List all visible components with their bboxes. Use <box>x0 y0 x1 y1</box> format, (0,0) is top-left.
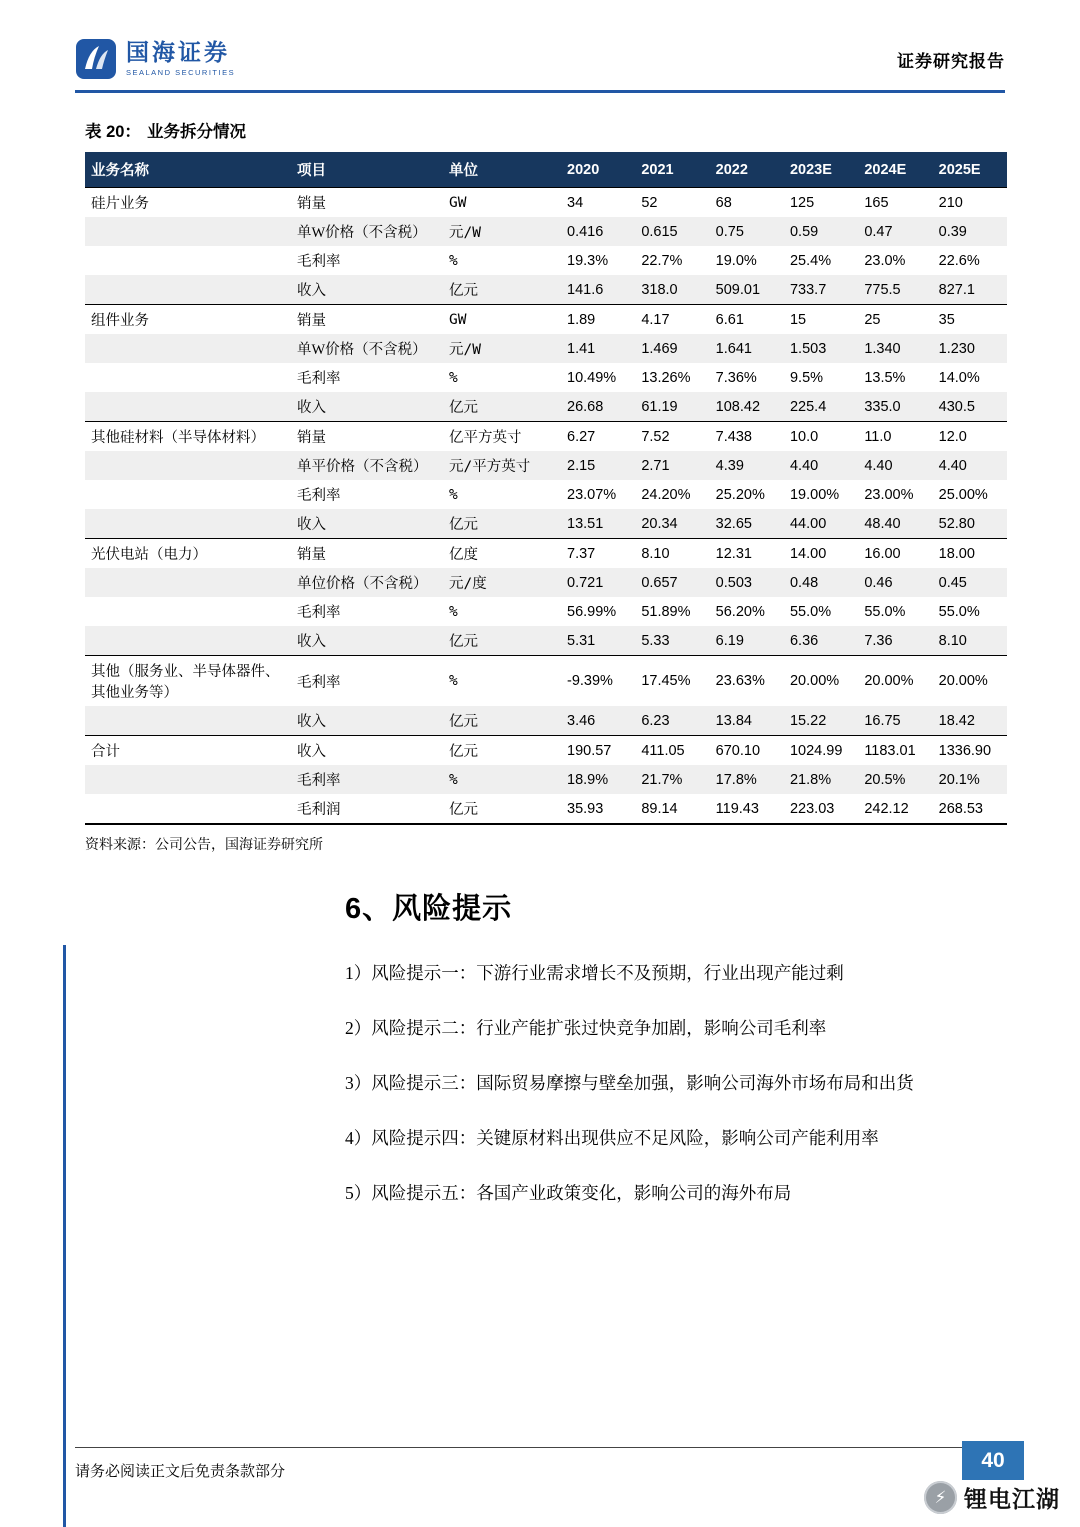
business-name-cell <box>85 626 291 656</box>
value-cell: 4.40 <box>858 451 932 480</box>
unit-cell: % <box>443 246 561 275</box>
value-cell: 13.5% <box>858 363 932 392</box>
value-cell: 35.93 <box>561 794 635 824</box>
column-header: 2025E <box>933 152 1007 188</box>
value-cell: 35 <box>933 305 1007 335</box>
table-row <box>85 363 1007 392</box>
table-row <box>85 794 1007 824</box>
value-cell: 25.20% <box>710 480 784 509</box>
value-cell: 2.15 <box>561 451 635 480</box>
item-name-cell: 销量 <box>291 305 443 335</box>
business-name-cell <box>85 597 291 626</box>
item-name-cell: 单W价格（不含税） <box>291 217 443 246</box>
table-row <box>85 480 1007 509</box>
business-name-cell <box>85 765 291 794</box>
unit-cell: 元/W <box>443 217 561 246</box>
value-cell: 23.07% <box>561 480 635 509</box>
value-cell: 19.00% <box>784 480 858 509</box>
value-cell: 23.63% <box>710 656 784 707</box>
unit-cell: 元/度 <box>443 568 561 597</box>
value-cell: 52.80 <box>933 509 1007 539</box>
value-cell: 20.00% <box>933 656 1007 707</box>
table-row <box>85 275 1007 305</box>
unit-cell: 亿元 <box>443 275 561 305</box>
value-cell: 8.10 <box>635 539 709 569</box>
value-cell: 15 <box>784 305 858 335</box>
column-header: 单位 <box>443 152 561 188</box>
table-number-label: 表 20： <box>85 123 141 141</box>
value-cell: 827.1 <box>933 275 1007 305</box>
value-cell: 0.45 <box>933 568 1007 597</box>
column-header: 2022 <box>710 152 784 188</box>
unit-cell: 亿元 <box>443 509 561 539</box>
value-cell: 55.0% <box>933 597 1007 626</box>
header-divider <box>75 90 1005 93</box>
column-header: 2023E <box>784 152 858 188</box>
business-name-cell: 光伏电站（电力） <box>85 539 291 569</box>
value-cell: 225.4 <box>784 392 858 422</box>
value-cell: 12.31 <box>710 539 784 569</box>
table-head <box>85 152 1007 188</box>
business-name-cell: 合计 <box>85 736 291 766</box>
column-header: 业务名称 <box>85 152 291 188</box>
business-name-cell <box>85 451 291 480</box>
table-row <box>85 392 1007 422</box>
value-cell: 20.5% <box>858 765 932 794</box>
value-cell: 61.19 <box>635 392 709 422</box>
value-cell: 0.721 <box>561 568 635 597</box>
value-cell: 13.26% <box>635 363 709 392</box>
value-cell: 18.42 <box>933 706 1007 736</box>
value-cell: 68 <box>710 188 784 218</box>
item-name-cell: 毛利率 <box>291 246 443 275</box>
value-cell: 775.5 <box>858 275 932 305</box>
table-caption <box>85 118 1007 142</box>
unit-cell: GW <box>443 305 561 335</box>
item-name-cell: 毛利率 <box>291 480 443 509</box>
value-cell: -9.39% <box>561 656 635 707</box>
value-cell: 0.47 <box>858 217 932 246</box>
value-cell: 23.0% <box>858 246 932 275</box>
item-name-cell: 毛利率 <box>291 363 443 392</box>
table-title: 业务拆分情况 <box>146 123 246 141</box>
table-row <box>85 422 1007 452</box>
business-name-cell <box>85 275 291 305</box>
value-cell: 89.14 <box>635 794 709 824</box>
value-cell: 12.0 <box>933 422 1007 452</box>
value-cell: 25 <box>858 305 932 335</box>
value-cell: 210 <box>933 188 1007 218</box>
left-accent-line <box>63 945 66 1527</box>
item-name-cell: 毛利率 <box>291 656 443 707</box>
value-cell: 6.61 <box>710 305 784 335</box>
watermark-logo-icon: ⚡ <box>924 1481 957 1514</box>
value-cell: 55.0% <box>858 597 932 626</box>
value-cell: 190.57 <box>561 736 635 766</box>
value-cell: 2.71 <box>635 451 709 480</box>
value-cell: 1024.99 <box>784 736 858 766</box>
column-header: 2020 <box>561 152 635 188</box>
business-name-cell: 其他硅材料（半导体材料） <box>85 422 291 452</box>
value-cell: 1.89 <box>561 305 635 335</box>
value-cell: 223.03 <box>784 794 858 824</box>
business-name-cell <box>85 509 291 539</box>
value-cell: 34 <box>561 188 635 218</box>
item-name-cell: 单平价格（不含税） <box>291 451 443 480</box>
unit-cell: % <box>443 363 561 392</box>
item-name-cell: 收入 <box>291 706 443 736</box>
value-cell: 7.36% <box>710 363 784 392</box>
unit-cell: 亿元 <box>443 626 561 656</box>
value-cell: 14.00 <box>784 539 858 569</box>
value-cell: 4.40 <box>784 451 858 480</box>
brand-name-cn: 国海证券 <box>126 39 230 65</box>
value-cell: 1.641 <box>710 334 784 363</box>
unit-cell: % <box>443 597 561 626</box>
table-row <box>85 451 1007 480</box>
value-cell: 733.7 <box>784 275 858 305</box>
value-cell: 26.68 <box>561 392 635 422</box>
value-cell: 8.10 <box>933 626 1007 656</box>
unit-cell: 亿元 <box>443 706 561 736</box>
column-header: 项目 <box>291 152 443 188</box>
item-name-cell: 销量 <box>291 422 443 452</box>
value-cell: 25.00% <box>933 480 1007 509</box>
unit-cell: % <box>443 480 561 509</box>
value-cell: 32.65 <box>710 509 784 539</box>
value-cell: 19.0% <box>710 246 784 275</box>
risk-item-5: 5）风险提示五：各国产业政策变化，影响公司的海外布局 <box>345 1183 792 1203</box>
value-cell: 25.4% <box>784 246 858 275</box>
value-cell: 0.46 <box>858 568 932 597</box>
value-cell: 6.36 <box>784 626 858 656</box>
business-name-cell <box>85 706 291 736</box>
value-cell: 318.0 <box>635 275 709 305</box>
value-cell: 430.5 <box>933 392 1007 422</box>
item-name-cell: 单位价格（不含税） <box>291 568 443 597</box>
value-cell: 335.0 <box>858 392 932 422</box>
table-block <box>85 118 1007 854</box>
item-name-cell: 收入 <box>291 509 443 539</box>
value-cell: 4.40 <box>933 451 1007 480</box>
value-cell: 17.45% <box>635 656 709 707</box>
unit-cell: 亿元 <box>443 794 561 824</box>
table-header-row <box>85 152 1007 188</box>
item-name-cell: 收入 <box>291 275 443 305</box>
business-name-cell <box>85 363 291 392</box>
value-cell: 1.41 <box>561 334 635 363</box>
value-cell: 44.00 <box>784 509 858 539</box>
value-cell: 18.9% <box>561 765 635 794</box>
item-name-cell: 收入 <box>291 736 443 766</box>
value-cell: 0.657 <box>635 568 709 597</box>
value-cell: 0.39 <box>933 217 1007 246</box>
value-cell: 22.6% <box>933 246 1007 275</box>
value-cell: 7.52 <box>635 422 709 452</box>
report-type-label: 证券研究报告 <box>897 51 1005 71</box>
business-name-cell: 其他（服务业、半导体器件、其他业务等） <box>85 656 291 707</box>
business-name-cell: 硅片业务 <box>85 188 291 218</box>
unit-cell: 亿元 <box>443 736 561 766</box>
value-cell: 0.59 <box>784 217 858 246</box>
table-row <box>85 334 1007 363</box>
value-cell: 1.340 <box>858 334 932 363</box>
value-cell: 165 <box>858 188 932 218</box>
value-cell: 16.75 <box>858 706 932 736</box>
value-cell: 56.20% <box>710 597 784 626</box>
value-cell: 0.416 <box>561 217 635 246</box>
value-cell: 13.84 <box>710 706 784 736</box>
unit-cell: GW <box>443 188 561 218</box>
value-cell: 20.34 <box>635 509 709 539</box>
table-row <box>85 597 1007 626</box>
value-cell: 18.00 <box>933 539 1007 569</box>
value-cell: 24.20% <box>635 480 709 509</box>
table-source-note: 资料来源：公司公告，国海证券研究所 <box>85 838 323 853</box>
value-cell: 10.49% <box>561 363 635 392</box>
value-cell: 6.23 <box>635 706 709 736</box>
value-cell: 670.10 <box>710 736 784 766</box>
table-row <box>85 568 1007 597</box>
value-cell: 1.503 <box>784 334 858 363</box>
value-cell: 5.31 <box>561 626 635 656</box>
business-name-cell <box>85 392 291 422</box>
unit-cell: % <box>443 765 561 794</box>
value-cell: 22.7% <box>635 246 709 275</box>
value-cell: 10.0 <box>784 422 858 452</box>
business-name-cell <box>85 480 291 509</box>
value-cell: 51.89% <box>635 597 709 626</box>
business-name-cell <box>85 794 291 824</box>
table-row <box>85 706 1007 736</box>
value-cell: 16.00 <box>858 539 932 569</box>
risk-item-2: 2）风险提示二：行业产能扩张过快竞争加剧，影响公司毛利率 <box>345 1018 827 1038</box>
value-cell: 0.615 <box>635 217 709 246</box>
unit-cell: 元/平方英寸 <box>443 451 561 480</box>
column-header: 2021 <box>635 152 709 188</box>
value-cell: 125 <box>784 188 858 218</box>
value-cell: 7.36 <box>858 626 932 656</box>
brand-block <box>75 38 235 80</box>
value-cell: 268.53 <box>933 794 1007 824</box>
value-cell: 52 <box>635 188 709 218</box>
value-cell: 1.469 <box>635 334 709 363</box>
business-name-cell <box>85 334 291 363</box>
value-cell: 411.05 <box>635 736 709 766</box>
risk-item-3: 3）风险提示三：国际贸易摩擦与壁垒加强，影响公司海外市场布局和出货 <box>345 1073 914 1093</box>
table-row <box>85 736 1007 766</box>
item-name-cell: 收入 <box>291 392 443 422</box>
table-row <box>85 509 1007 539</box>
item-name-cell: 销量 <box>291 539 443 569</box>
section-heading-risk: 6、风险提示 <box>345 893 513 925</box>
item-name-cell: 收入 <box>291 626 443 656</box>
value-cell: 19.3% <box>561 246 635 275</box>
value-cell: 13.51 <box>561 509 635 539</box>
value-cell: 0.75 <box>710 217 784 246</box>
value-cell: 1.230 <box>933 334 1007 363</box>
value-cell: 17.8% <box>710 765 784 794</box>
value-cell: 7.438 <box>710 422 784 452</box>
value-cell: 6.19 <box>710 626 784 656</box>
unit-cell: % <box>443 656 561 707</box>
business-name-cell <box>85 217 291 246</box>
footer-divider <box>75 1447 1005 1448</box>
unit-cell: 亿度 <box>443 539 561 569</box>
value-cell: 119.43 <box>710 794 784 824</box>
item-name-cell: 单W价格（不含税） <box>291 334 443 363</box>
business-name-cell <box>85 246 291 275</box>
value-cell: 48.40 <box>858 509 932 539</box>
table-body <box>85 188 1007 825</box>
item-name-cell: 毛利润 <box>291 794 443 824</box>
risk-item-1: 1）风险提示一：下游行业需求增长不及预期，行业出现产能过剩 <box>345 963 844 983</box>
table-row <box>85 539 1007 569</box>
item-name-cell: 毛利率 <box>291 765 443 794</box>
sealand-logo-icon <box>75 38 117 80</box>
value-cell: 6.27 <box>561 422 635 452</box>
value-cell: 15.22 <box>784 706 858 736</box>
table-row <box>85 765 1007 794</box>
table-row <box>85 626 1007 656</box>
value-cell: 4.39 <box>710 451 784 480</box>
value-cell: 141.6 <box>561 275 635 305</box>
table-row <box>85 188 1007 218</box>
risk-list <box>345 962 914 1237</box>
value-cell: 20.00% <box>784 656 858 707</box>
value-cell: 3.46 <box>561 706 635 736</box>
value-cell: 509.01 <box>710 275 784 305</box>
value-cell: 7.37 <box>561 539 635 569</box>
table-row <box>85 217 1007 246</box>
table-row <box>85 305 1007 335</box>
value-cell: 56.99% <box>561 597 635 626</box>
brand-name-en: SEALAND SECURITIES <box>126 68 236 77</box>
item-name-cell: 毛利率 <box>291 597 443 626</box>
watermark-text: 锂电江湖 <box>964 1486 1060 1512</box>
value-cell: 9.5% <box>784 363 858 392</box>
value-cell: 108.42 <box>710 392 784 422</box>
watermark <box>924 1481 1060 1514</box>
value-cell: 23.00% <box>858 480 932 509</box>
value-cell: 21.7% <box>635 765 709 794</box>
footer-disclaimer: 请务必阅读正文后免责条款部分 <box>75 1464 286 1480</box>
value-cell: 21.8% <box>784 765 858 794</box>
value-cell: 20.1% <box>933 765 1007 794</box>
unit-cell: 元/W <box>443 334 561 363</box>
column-header: 2024E <box>858 152 932 188</box>
value-cell: 0.503 <box>710 568 784 597</box>
value-cell: 1336.90 <box>933 736 1007 766</box>
page-header <box>75 32 1005 86</box>
value-cell: 20.00% <box>858 656 932 707</box>
unit-cell: 亿平方英寸 <box>443 422 561 452</box>
business-name-cell <box>85 568 291 597</box>
brand-text <box>126 41 235 77</box>
value-cell: 4.17 <box>635 305 709 335</box>
item-name-cell: 销量 <box>291 188 443 218</box>
value-cell: 242.12 <box>858 794 932 824</box>
table-row <box>85 246 1007 275</box>
value-cell: 11.0 <box>858 422 932 452</box>
value-cell: 14.0% <box>933 363 1007 392</box>
value-cell: 5.33 <box>635 626 709 656</box>
risk-item-4: 4）风险提示四：关键原材料出现供应不足风险，影响公司产能利用率 <box>345 1128 879 1148</box>
unit-cell: 亿元 <box>443 392 561 422</box>
value-cell: 1183.01 <box>858 736 932 766</box>
value-cell: 55.0% <box>784 597 858 626</box>
business-name-cell: 组件业务 <box>85 305 291 335</box>
table-row <box>85 656 1007 707</box>
business-breakdown-table <box>85 152 1007 825</box>
page-number-badge: 40 <box>962 1441 1024 1480</box>
value-cell: 0.48 <box>784 568 858 597</box>
